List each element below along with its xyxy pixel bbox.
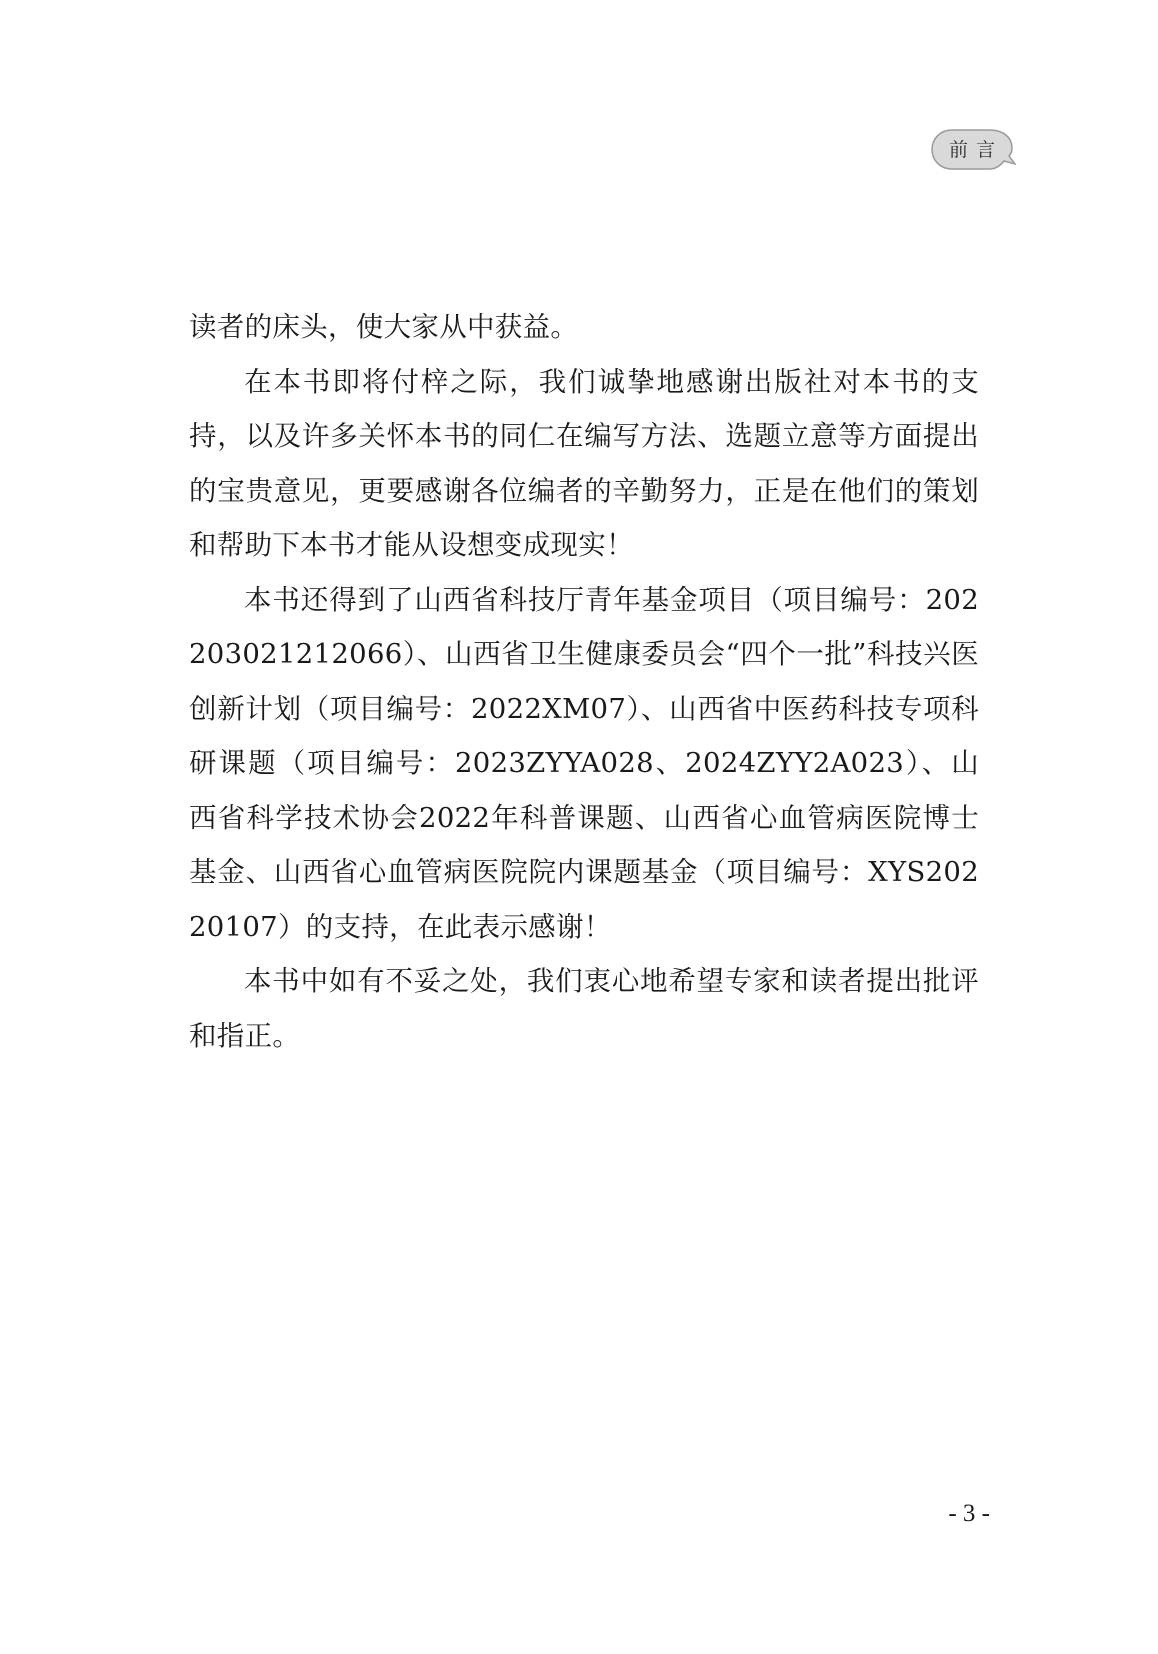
paragraph-feedback: 本书中如有不妥之处，我们衷心地希望专家和读者提出批评和指正。 xyxy=(189,965,979,1052)
paragraph-funding: 本书还得到了山西省科技厅青年基金项目（项目编号：202203021212066）、山西省卫生健康委员会“四个一批”科技兴医创新计划（项目编号：2022XM07）、山西省中医药科技专项科研课题（项目编号：2023ZYYA028、2024ZYY2A023）、山西省科学技术协会2022年科普课题、山西省心血管病医院博士基金、山西省心血管病医院院内课题基金（项目编号：XYS20220107）的支持，在此表示感谢！ xyxy=(189,583,979,943)
paragraph-acknowledgement: 在本书即将付梓之际，我们诚挚地感谢出版社对本书的支持，以及许多关怀本书的同仁在编写方法、选题立意等方面提出的宝贵意见，更要感谢各位编者的辛勤努力，正是在他们的策划和帮助下本书才能从设想变成现实！ xyxy=(189,365,979,561)
body-text xyxy=(189,300,979,1063)
section-title: 前言 xyxy=(948,139,1003,161)
page-number: - 3 - xyxy=(948,1500,990,1527)
paragraph-continuation: 读者的床头，使大家从中获益。 xyxy=(189,311,579,343)
section-badge xyxy=(930,128,1016,172)
